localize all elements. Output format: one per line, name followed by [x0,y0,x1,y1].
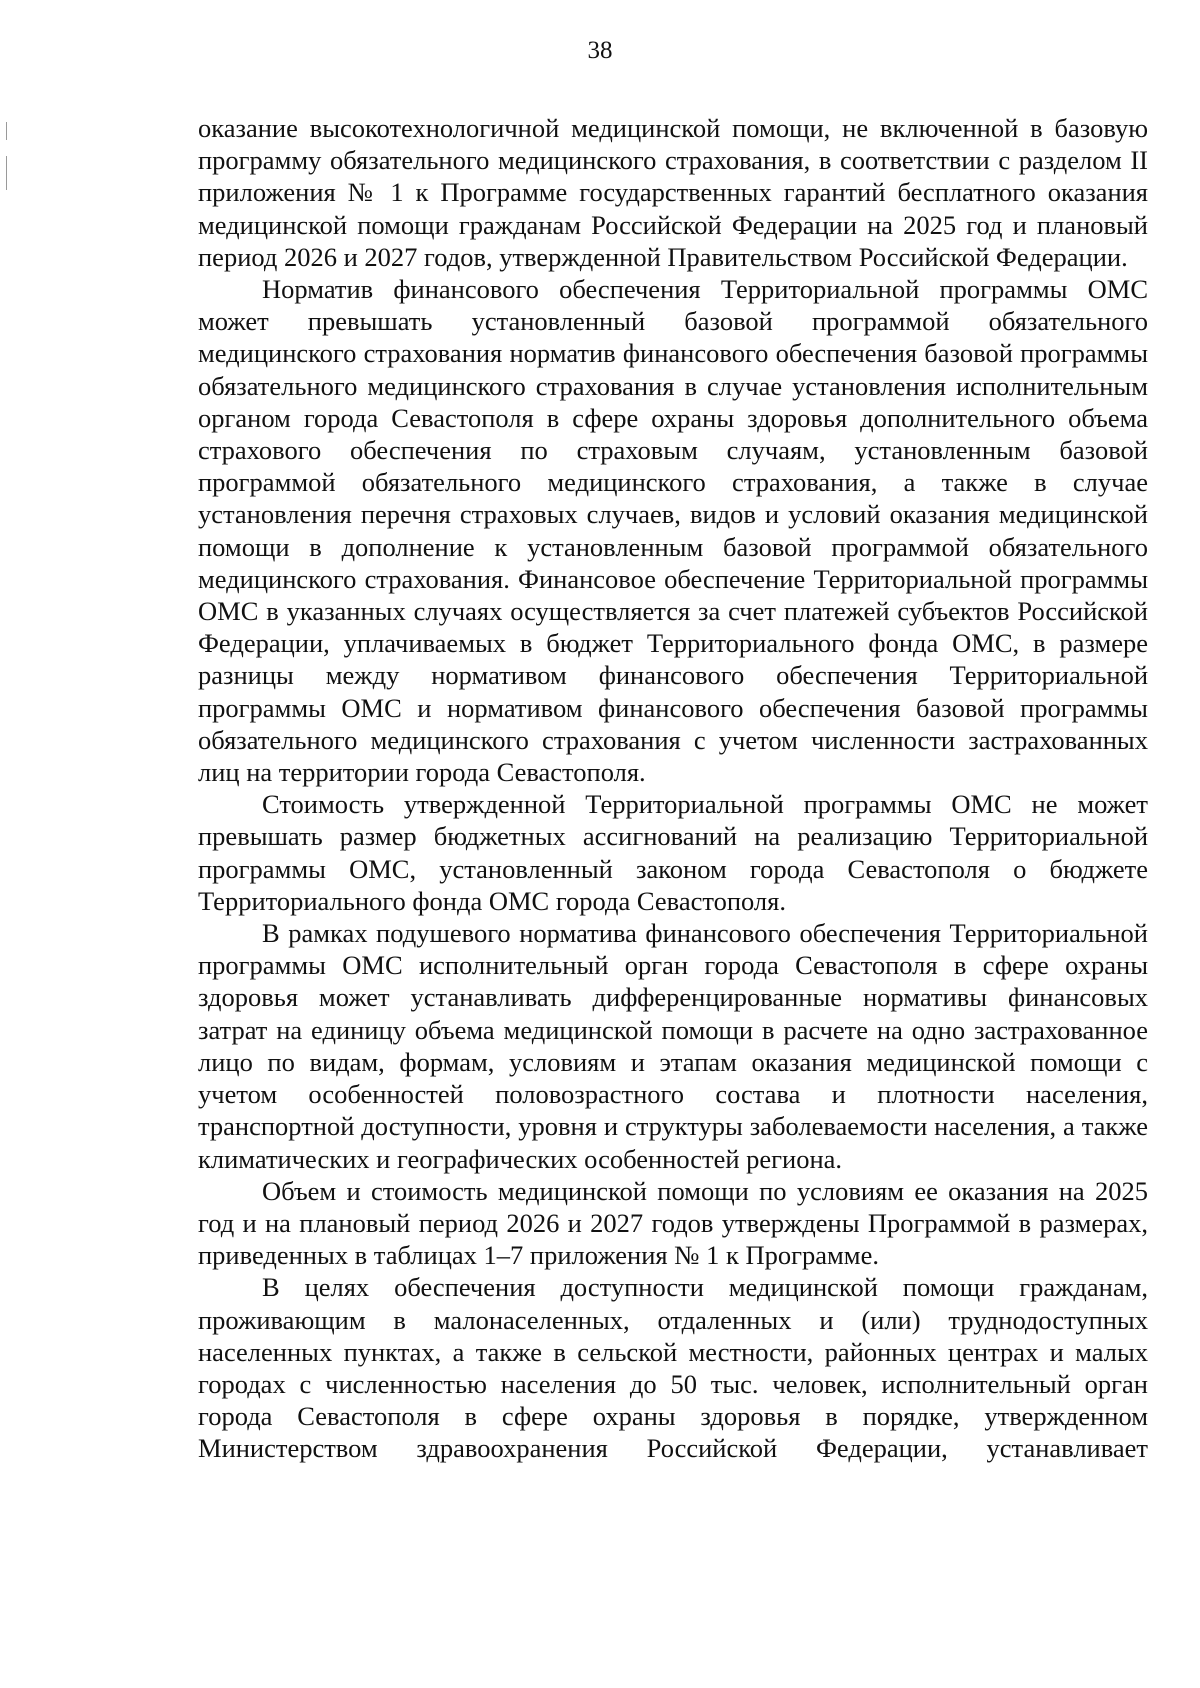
paragraph-1: оказание высокотехнологичной медицинской помощи, не включенной в базовую программу обязательного медицинского страхования, в соответствии с разделом II приложения № 1 к Программе государственных гарантий бесплатного оказания медицинской помощи гражданам Российской Федерации на 2025 год и плановый период 2026 и 2027 годов, утвержденной Правительством Российской Федерации. [198,113,1148,272]
paragraph-3: Стоимость утвержденной Территориальной программы ОМС не может превышать размер бюджетных ассигнований на реализацию Территориальной программы ОМС, установленный законом города Севастополя о бюджете Территориального фонда ОМС города Севастополя. [198,789,1148,916]
document-body [198,112,1148,1465]
paragraph-5: Объем и стоимость медицинской помощи по условиям ее оказания на 2025 год и на плановый период 2026 и 2027 годов утверждены Программой в размерах, приведенных в таблицах 1–7 приложения № 1 к Программе. [198,1175,1148,1271]
paragraph-6: В целях обеспечения доступности медицинской помощи гражданам, проживающим в малонаселенных, отдаленных и (или) труднодоступных населенных пунктах, а также в сельской местности, районных центрах и малых городах с численностью населения до 50 тыс. человек, исполнительный орган города Севастополя в сфере охраны здоровья в порядке, утвержденном Министерством здравоохранения Российской Федерации, устанавливает [198,1272,1148,1464]
paragraph-2: Норматив финансового обеспечения Территориальной программы ОМС может превышать установленный базовой программой обязательного медицинского страхования норматив финансового обеспечения базовой программы обязательного медицинского страхования в случае установления исполнительным органом города Севастополя в сфере охраны здоровья дополнительного объема страхового обеспечения по страховым случаям, установленным базовой программой обязательного медицинского страхования, а также в случае установления перечня страховых случаев, видов и условий оказания медицинской помощи в дополнение к установленным базовой программой обязательного медицинского страхования. Финансовое обеспечение Территориальной программы ОМС в указанных случаях осуществляется за счет платежей субъектов Российской Федерации, уплачиваемых в бюджет Территориального фонда ОМС, в размере разницы между нормативом финансового обеспечения Территориальной программы ОМС и нормативом финансового обеспечения базовой программы обязательного медицинского страхования с учетом численности застрахованных лиц на территории города Севастополя. [198,274,1148,788]
scan-edge-mark [6,122,7,140]
paragraph-4: В рамках подушевого норматива финансового обеспечения Территориальной программы ОМС исполнительный орган города Севастополя в сфере охраны здоровья может устанавливать дифференцированные нормативы финансовых затрат на единицу объема медицинской помощи в расчете на одно застрахованное лицо по видам, формам, условиям и этапам оказания медицинской помощи с учетом особенностей половозрастного состава и плотности населения, транспортной доступности, уровня и структуры заболеваемости населения, а также климатических и географических особенностей региона. [198,918,1148,1174]
scan-edge-mark [6,156,7,190]
page-number: 38 [587,37,613,64]
